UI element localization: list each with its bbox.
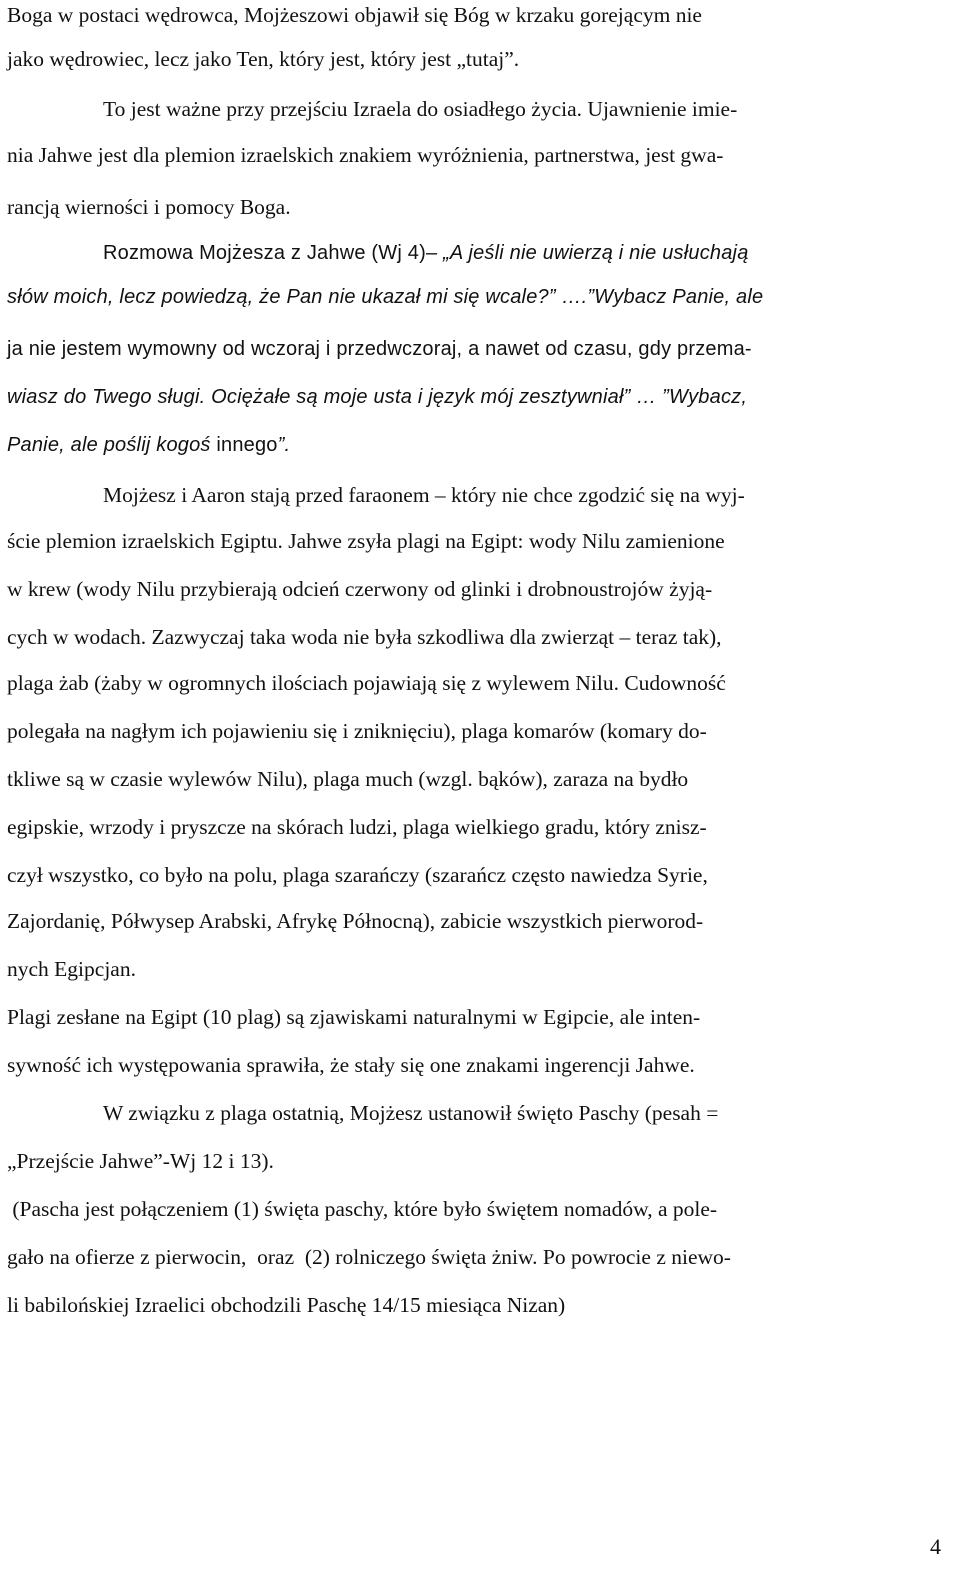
text-line	[7, 430, 290, 460]
text-line: Plagi zesłane na Egipt (10 plag) są zjawiskami naturalnymi w Egipcie, ale inten-	[7, 1005, 701, 1029]
quote-segment: Panie, ale poślij kogoś	[7, 434, 217, 456]
text-line: w krew (wody Nilu przybierają odcień czerwony od glinki i drobnoustrojów żyją-	[7, 577, 713, 601]
text-line: „Przejście Jahwe”-Wj 12 i 13).	[7, 1149, 274, 1173]
text-line: rancją wierności i pomocy Boga.	[7, 195, 291, 219]
text-line	[103, 238, 749, 268]
text-line: egipskie, wrzody i pryszcze na skórach ludzi, plaga wielkiego gradu, który znisz-	[7, 815, 707, 839]
text-line: polegała na nagłym ich pojawieniu się i zniknięciu), plaga komarów (komary do-	[7, 719, 707, 743]
text-line: W związku z plaga ostatnią, Mojżesz ustanowił święto Paschy (pesah =	[103, 1101, 719, 1125]
text-line: gało na ofierze z pierwocin, oraz (2) rolniczego święta żniw. Po powrocie z niewo-	[7, 1245, 731, 1269]
text-line: czył wszystko, co było na polu, plaga szarańczy (szarańcz często nawiedza Syrie,	[7, 863, 708, 887]
text-line: wiasz do Twego sługi. Ociężałe są moje usta i język mój zesztywniał” … ”Wybacz,	[7, 386, 748, 408]
text-line: Zajordanię, Półwysep Arabski, Afrykę Północną), zabicie wszystkich pierworod-	[7, 909, 704, 933]
quote-segment: „A jeśli nie uwierzą i nie usłuchają	[443, 242, 749, 264]
text-line: plaga żab (żaby w ogromnych ilościach pojawiają się z wylewem Nilu. Cudowność	[7, 671, 726, 695]
quote-segment: ”.	[277, 434, 291, 456]
text-line: li babilońskiej Izraelici obchodzili Paschę 14/15 miesiąca Nizan)	[7, 1293, 566, 1317]
text-line: nych Egipcjan.	[7, 957, 136, 981]
text-line: nia Jahwe jest dla plemion izraelskich znakiem wyróżnienia, partnerstwa, jest gwa-	[7, 143, 724, 167]
text-line: cych w wodach. Zazwyczaj taka woda nie była szkodliwa dla zwierząt – teraz tak),	[7, 625, 722, 649]
text-line: Mojżesz i Aaron stają przed faraonem – który nie chce zgodzić się na wyj-	[103, 483, 745, 507]
text-segment: Rozmowa Mojżesza z Jahwe (Wj 4)–	[103, 242, 444, 264]
page-number: 4	[930, 1534, 941, 1559]
text-line: ja nie jestem wymowny od wczoraj i przedwczoraj, a nawet od czasu, gdy przema-	[7, 338, 752, 360]
text-line: (Pascha jest połączeniem (1) święta paschy, które było świętem nomadów, a pole-	[7, 1197, 718, 1221]
text-line: Boga w postaci wędrowca, Mojżeszowi objawił się Bóg w krzaku gorejącym nie	[7, 3, 702, 27]
text-line: ście plemion izraelskich Egiptu. Jahwe zsyła plagi na Egipt: wody Nilu zamienione	[7, 529, 725, 553]
text-line: To jest ważne przy przejściu Izraela do osiadłego życia. Ujawnienie imie-	[103, 97, 738, 121]
text-line: sywność ich występowania sprawiła, że stały się one znakami ingerencji Jahwe.	[7, 1053, 695, 1077]
text-line: jako wędrowiec, lecz jako Ten, który jest, który jest „tutaj”.	[7, 47, 520, 71]
text-line: tkliwe są w czasie wylewów Nilu), plaga much (wzgl. bąków), zaraza na bydło	[7, 767, 689, 791]
text-segment: innego	[216, 434, 278, 456]
text-line: słów moich, lecz powiedzą, że Pan nie ukazał mi się wcale?” ….”Wybacz Panie, ale	[7, 286, 764, 308]
